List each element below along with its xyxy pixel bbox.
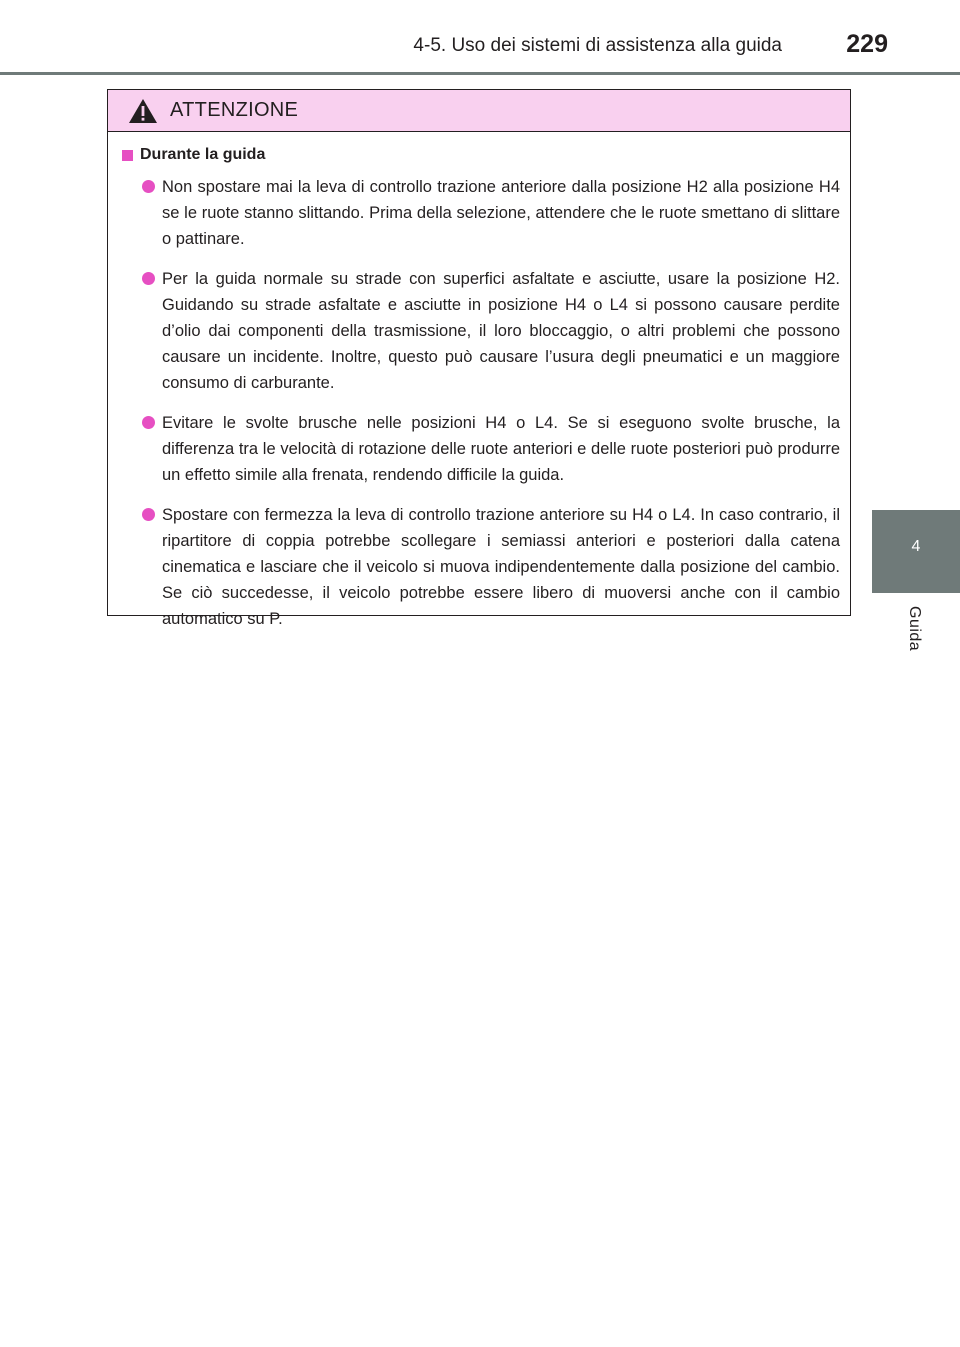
header-rule [0,72,960,75]
warning-item-text: Per la guida normale su strade con superfici asfaltate e asciutte, usare la posizione H2. Guidando su strade asfaltate e asciutte in posizione H4 o L4 si possono causare perdite d’olio dai componenti della trasmissione, il loro bloccaggio, o altri problemi che possono causare un incidente. Inoltre, questo può causare l’usura degli pneumatici e un maggiore consumo di carburante. [162,270,840,392]
warning-title: ATTENZIONE [170,99,299,121]
bullet-icon [142,180,155,193]
chapter-number: 4 [911,538,921,555]
page-number: 229 [846,30,888,58]
warning-item [122,266,840,396]
square-bullet-icon [122,150,133,161]
chapter-tab [872,510,960,593]
warning-box [107,89,851,628]
section-title: 4-5. Uso dei sistemi di assistenza alla guida [413,35,782,56]
bullet-icon [142,416,155,429]
warning-header [108,90,850,132]
warning-subheading [122,144,840,166]
warning-item-text: Spostare con fermezza la leva di controllo trazione anteriore su H4 o L4. In caso contrario, il ripartitore di coppia potrebbe scollegare i semiassi anteriori e posteriori dalla catena cinematica e lasciare che il veicolo si muova indipendentemente dalla posizione del cambio. Se ciò succedesse, il veicolo potrebbe essere libero di muoversi anche con il cambio automatico su P. [162,506,840,628]
warning-subheading-text: Durante la guida [140,146,266,163]
warning-triangle-icon [128,98,158,124]
warning-body [108,132,850,632]
warning-item [122,410,840,488]
warning-item [122,502,840,632]
bullet-icon [142,508,155,521]
bullet-icon [142,272,155,285]
chapter-label: Guida [906,606,923,652]
warning-item-text: Non spostare mai la leva di controllo trazione anteriore dalla posizione H2 alla posizione H4 se le ruote stanno slittando. Prima della selezione, attendere che le ruote smettano di slittare o pattinare. [162,178,840,248]
warning-item-text: Evitare le svolte brusche nelle posizioni H4 o L4. Se si eseguono svolte brusche, la differenza tra le velocità di rotazione delle ruote anteriori e delle ruote posteriori può produrre un effetto simile alla frenata, rendendo difficile la guida. [162,414,840,484]
warning-item [122,174,840,252]
